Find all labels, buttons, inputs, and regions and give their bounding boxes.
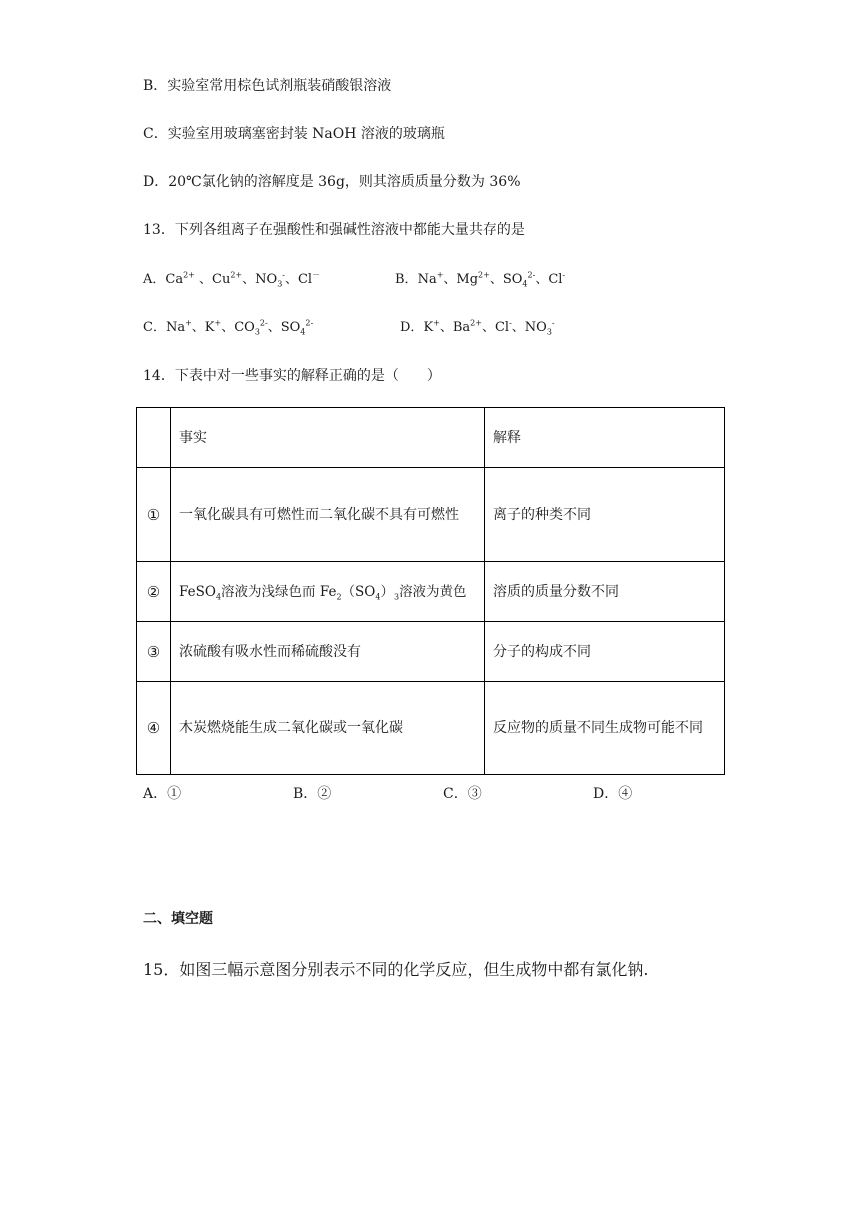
q14-stem: 14．下表中对一些事实的解释正确的是（ ）: [143, 368, 441, 384]
facts-table: [136, 407, 725, 775]
row-fact: FeSO$_4$溶液为浅绿色而 $Fe_2(SO_4)_3$溶液为黄色: [171, 562, 485, 622]
row-num: ④: [137, 682, 171, 775]
table-row: [137, 468, 725, 562]
q13-option-d: D．K+、$Ba^{2+}$、Cl-、$NO_3^-$: [400, 318, 555, 337]
q13-option-a: A．$Ca^{2+}$ 、$Cu^{2+}$、$NO_3^-$、Cl－: [143, 270, 321, 289]
row-explain: 分子的构成不同: [485, 622, 725, 682]
header-explain: 解释: [485, 408, 725, 468]
table-row: [137, 622, 725, 682]
row-explain: 溶质的质量分数不同: [485, 562, 725, 622]
q12-option-b: B．实验室常用棕色试剂瓶装硝酸银溶液: [143, 78, 392, 94]
q13-option-b: B．Na+、$Mg^{2+}$、$SO_4^{2-}$、Cl-: [395, 270, 566, 289]
fact-part-5: 溶液为黄色: [399, 583, 467, 600]
q15-stem: 15．如图三幅示意图分别表示不同的化学反应，但生成物中都有氯化钠.: [143, 960, 649, 979]
header-fact: 事实: [171, 408, 485, 468]
row-explain: 反应物的质量不同生成物可能不同: [485, 682, 725, 775]
q13-option-a-label: A．: [143, 272, 166, 287]
q13-option-b-label: B．: [395, 272, 418, 287]
q13-option-c: C．Na+、K+、$CO_3^{2-}$、$SO_4^{2-}$: [143, 318, 314, 337]
fact-part-1: FeSO: [179, 583, 216, 600]
q14-option-c: C．③: [443, 786, 482, 802]
fact-part-3: （SO: [341, 583, 376, 600]
table-header-row: [137, 408, 725, 468]
section-title: 二、填空题: [143, 911, 213, 927]
q14-option-b: B．②: [293, 786, 332, 802]
header-num-cell: [137, 408, 171, 468]
row-num: ②: [137, 562, 171, 622]
fact-part-4: ）: [380, 583, 394, 600]
row-explain: 离子的种类不同: [485, 468, 725, 562]
q14-option-a: A．①: [143, 786, 182, 802]
table-row: [137, 682, 725, 775]
q13-stem: 13．下列各组离子在强酸性和强碱性溶液中都能大量共存的是: [143, 222, 525, 238]
fact-part-2: 溶液为浅绿色而 Fe: [221, 583, 337, 600]
q12-option-d: D．20℃氯化钠的溶解度是 36g，则其溶质质量分数为 36%: [143, 174, 521, 190]
row-fact: 一氧化碳具有可燃性而二氧化碳不具有可燃性: [171, 468, 485, 562]
q13-option-c-label: C．: [143, 320, 166, 335]
q13-option-d-label: D．: [400, 320, 424, 335]
q14-option-d: D．④: [593, 786, 633, 802]
row-num: ①: [137, 468, 171, 562]
row-fact: 木炭燃烧能生成二氧化碳或一氧化碳: [171, 682, 485, 775]
q12-option-c: C．实验室用玻璃塞密封装 NaOH 溶液的玻璃瓶: [143, 126, 445, 142]
row-num: ③: [137, 622, 171, 682]
table-row: [137, 562, 725, 622]
row-fact: 浓硫酸有吸水性而稀硫酸没有: [171, 622, 485, 682]
